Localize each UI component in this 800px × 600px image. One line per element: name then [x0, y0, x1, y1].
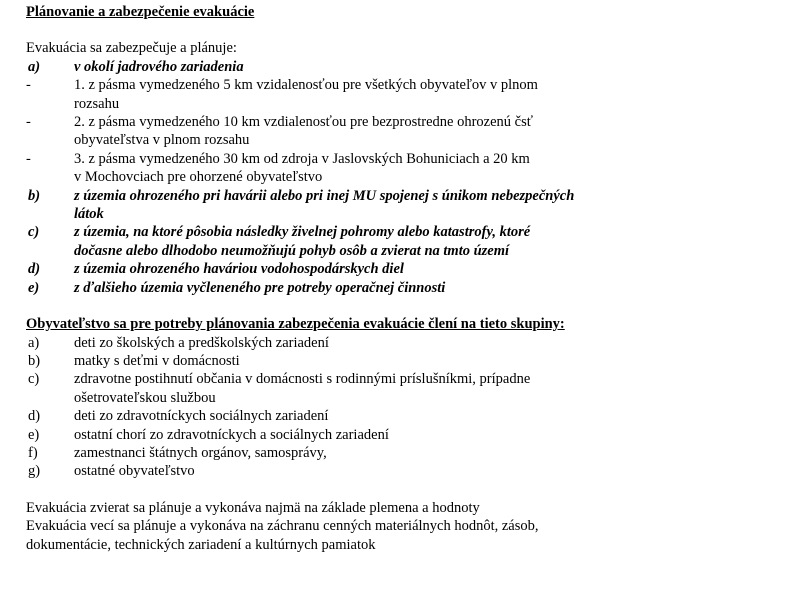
group-item-g: [26, 462, 786, 480]
list-item-line: v okolí jadrového zariadenia: [74, 58, 244, 75]
list-item-dash-3: [26, 150, 786, 187]
list-item-text: [74, 187, 786, 224]
list-item-line: obyvateľstva v plnom rozsahu: [74, 132, 250, 149]
list-item-text: [74, 352, 786, 370]
list-item-line: z územia ohrozeného pri havárii alebo pri inej MU spojenej s únikom nebezpečných: [74, 187, 575, 204]
list-item-c: [26, 223, 786, 260]
list-marker: e): [28, 279, 40, 296]
list-item-text: [74, 334, 786, 352]
list-item-dash-2: [26, 113, 786, 150]
list-marker: -: [26, 77, 31, 94]
list-item-text: [74, 223, 786, 260]
list-item-text: [74, 444, 786, 462]
population-groups-heading: Obyvateľstvo sa pre potreby plánovania zabezpečenia evakuácie člení na tieto skupiny:: [26, 316, 565, 333]
list-item-text: [74, 260, 786, 278]
list-item-line: z ďalšieho územia vyčleneného pre potreby operačnej činnosti: [74, 279, 446, 296]
list-item-line: deti zo zdravotníckych sociálnych zariadení: [74, 408, 329, 425]
group-item-f: [26, 444, 786, 462]
list-marker: g): [28, 463, 41, 480]
closing-line: dokumentácie, technických zariadení a kultúrnych pamiatok: [26, 536, 376, 553]
closing-paragraph: [26, 499, 786, 554]
closing-line: Evakuácia vecí sa plánuje a vykonáva na záchranu cenných materiálnych hodnôt, zásob,: [26, 518, 539, 535]
list-item-line: v Mochovciach pre ohorzené obyvateľstvo: [74, 169, 323, 186]
list-item-text: [74, 407, 786, 425]
group-item-a: [26, 334, 786, 352]
list-item-text: [74, 462, 786, 480]
list-marker: -: [26, 150, 31, 167]
list-item-b: [26, 187, 786, 224]
list-marker: c): [28, 371, 40, 388]
list-item-text: [74, 76, 786, 113]
list-item-text: [74, 426, 786, 444]
list-marker: d): [28, 261, 41, 278]
list-marker: c): [28, 224, 40, 241]
list-item-line: deti zo školských a predškolských zariadení: [74, 334, 329, 351]
list-item-d: [26, 260, 786, 278]
list-item-dash-1: [26, 76, 786, 113]
closing-line: Evakuácia zvierat sa plánuje a vykonáva najmä na základe plemena a hodnoty: [26, 499, 480, 516]
list-marker: b): [28, 187, 41, 204]
list-item-text: [74, 279, 786, 297]
list-item-line: 2. z pásma vymedzeného 10 km vzdialenosťou pre bezprostredne ohrozenú čsť: [74, 114, 533, 131]
document-title: Plánovanie a zabezpečenie evakuácie: [26, 4, 255, 20]
list-item-line: 1. z pásma vymedzeného 5 km vzidalenosťou pre všetkých obyvateľov v plnom: [74, 77, 538, 94]
list-item-text: [74, 150, 786, 187]
list-item-line: ostatné obyvateľstvo: [74, 463, 195, 480]
list-item-text: [74, 113, 786, 150]
list-marker: b): [28, 352, 41, 369]
list-item-line: zdravotne postihnutí občania v domácnosti s rodinnými príslušníkmi, prípadne: [74, 371, 531, 388]
group-item-c: [26, 370, 786, 407]
list-marker: a): [28, 334, 40, 351]
evacuation-areas-list: [26, 58, 786, 297]
list-item-line: ostatní chorí zo zdravotníckych a sociálnych zariadení: [74, 426, 389, 443]
list-marker: a): [28, 58, 41, 75]
list-item-a: [26, 58, 786, 76]
list-item-line: z územia, na ktoré pôsobia následky živelnej pohromy alebo katastrofy, ktoré: [74, 224, 531, 241]
list-item-line: z územia ohrozeného haváriou vodohospodárskych diel: [74, 261, 404, 278]
list-marker: e): [28, 426, 40, 443]
list-marker: d): [28, 408, 41, 425]
list-item-e: [26, 279, 786, 297]
document: [26, 3, 786, 554]
list-item-line: 3. z pásma vymedzeného 30 km od zdroja v Jaslovských Bohuniciach a 20 km: [74, 150, 530, 167]
group-item-d: [26, 407, 786, 425]
list-item-text: [74, 58, 786, 76]
list-item-line: ošetrovateľskou službou: [74, 389, 216, 406]
list-item-text: [74, 370, 786, 407]
list-item-line: rozsahu: [74, 95, 120, 112]
list-item-line: zamestnanci štátnych orgánov, samosprávy,: [74, 444, 327, 461]
list-item-line: matky s deťmi v domácnosti: [74, 352, 240, 369]
list-item-line: látok: [74, 206, 104, 223]
group-item-b: [26, 352, 786, 370]
list-item-line: dočasne alebo dlhodobo neumožňujú pohyb osôb a zvierat na tmto území: [74, 242, 510, 259]
group-item-e: [26, 426, 786, 444]
intro-text: Evakuácia sa zabezpečuje a plánuje:: [26, 40, 237, 57]
list-marker: f): [28, 444, 38, 461]
list-marker: -: [26, 114, 31, 131]
population-groups-list: [26, 334, 786, 481]
